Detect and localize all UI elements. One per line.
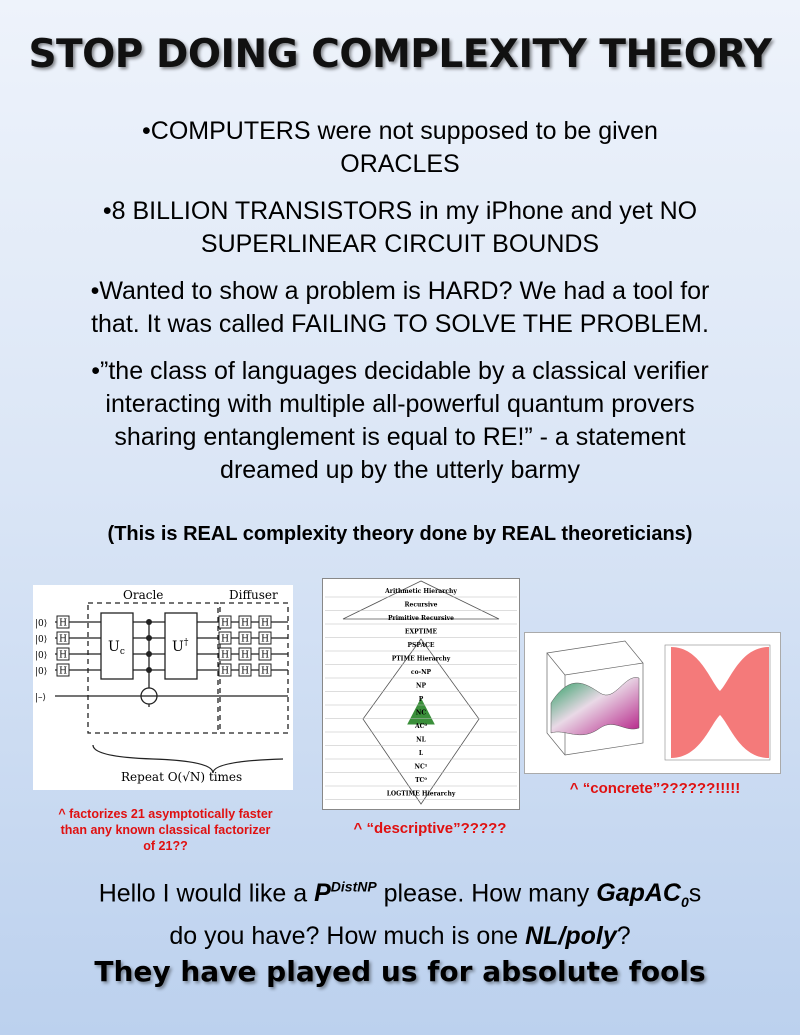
hierarchy-row-label: NP — [416, 682, 426, 690]
hadamard-label: H — [59, 634, 67, 645]
hadamard-label: H — [241, 650, 249, 661]
hadamard-gates — [57, 616, 271, 677]
surface-plot — [525, 633, 780, 773]
circuit-caption: ^ factorizes 21 asymptotically faster than any known classical factorizer of 21?? — [58, 807, 273, 853]
hadamard-label: H — [241, 666, 249, 677]
bullet-oracles: •COMPUTERS were not supposed to be given ORACLES — [142, 117, 658, 178]
hierarchy-row-label: NL — [416, 736, 426, 744]
hadamard-label: H — [261, 634, 269, 645]
qubit-label: |0⟩ — [35, 651, 48, 661]
hadamard-label: H — [261, 618, 269, 629]
hierarchy-row-label: Recursive — [404, 601, 438, 609]
hierarchy-row-label: Arithmetic Hierarchy — [385, 588, 457, 595]
qubit-label: |0⟩ — [35, 619, 48, 629]
repeat-label: Repeat O(√N) times — [121, 770, 243, 784]
hadamard-label: H — [59, 618, 67, 629]
hierarchy-row-label: NC — [415, 709, 427, 717]
grover-circuit-image — [33, 585, 293, 790]
hadamard-label: H — [221, 634, 229, 645]
hadamard-label: H — [261, 666, 269, 677]
hierarchy-diagram — [323, 579, 519, 809]
hierarchy-row-label: PTIME Hierarchy — [391, 655, 451, 663]
hierarchy-row-label: co-NP — [410, 669, 432, 676]
qubit-label: |0⟩ — [35, 667, 48, 677]
diffuser-label: Diffuser — [229, 588, 278, 602]
concrete-caption: ^ “concrete”??????!!!!! — [569, 780, 741, 797]
hierarchy-row-label: PSPACE — [407, 642, 435, 649]
hello-request: Hello I would like a $P^{DistNP}$ please. How many GapAC$_0$s do you have? How much is one NL/poly? — [98, 879, 702, 951]
descriptive-hierarchy-image — [322, 578, 520, 810]
hadamard-label: H — [261, 650, 269, 661]
real-theory-note: (This is REAL complexity theory done by REAL theoreticians) — [107, 523, 693, 545]
descriptive-caption: ^ “descriptive”????? — [353, 820, 507, 837]
uc-dagger-gate-label: U† — [172, 638, 189, 655]
hadamard-label: H — [59, 666, 67, 677]
hadamard-label: H — [221, 666, 229, 677]
hierarchy-row-label: LOGTIME Hierarchy — [386, 790, 456, 798]
page-title: STOP DOING COMPLEXITY THEORY — [28, 32, 772, 77]
hadamard-label: H — [241, 618, 249, 629]
hadamard-label: H — [221, 650, 229, 661]
bullet-mip-re: •”the class of languages decidable by a classical verifier interacting with multiple all-powerful quantum provers sharing entanglement is equal to RE!” - a statement dreamed up by the utterly barmy — [91, 357, 709, 484]
hierarchy-row-label: TC⁰ — [415, 777, 427, 784]
concrete-plots-image — [524, 632, 781, 774]
qubit-label: |–⟩ — [35, 693, 47, 703]
hadamard-label: H — [221, 618, 229, 629]
hierarchy-row-label: L — [418, 750, 424, 757]
bullet-transistors: •8 BILLION TRANSISTORS in my iPhone and yet NO SUPERLINEAR CIRCUIT BOUNDS — [102, 197, 698, 258]
hierarchy-row-label: NC¹ — [414, 763, 428, 771]
oracle-label: Oracle — [123, 588, 164, 602]
qubit-label: |0⟩ — [35, 635, 48, 645]
hadamard-label: H — [59, 650, 67, 661]
hierarchy-row-label: EXPTIME — [404, 628, 438, 636]
hadamard-label: H — [241, 634, 249, 645]
circuit-diagram — [33, 585, 293, 790]
uc-gate-label: $U_c$ — [108, 639, 125, 657]
hierarchy-row-label: AC⁰ — [414, 723, 428, 730]
bullet-hard: •Wanted to show a problem is HARD? We had a tool for that. It was called FAILING TO SOLVE THE PROBLEM. — [90, 277, 710, 338]
hierarchy-row-label: Primitive Recursive — [388, 615, 454, 622]
closing-line: They have played us for absolute fools — [94, 955, 706, 988]
hierarchy-row-label: P — [418, 696, 424, 703]
bullet-list — [30, 115, 770, 501]
